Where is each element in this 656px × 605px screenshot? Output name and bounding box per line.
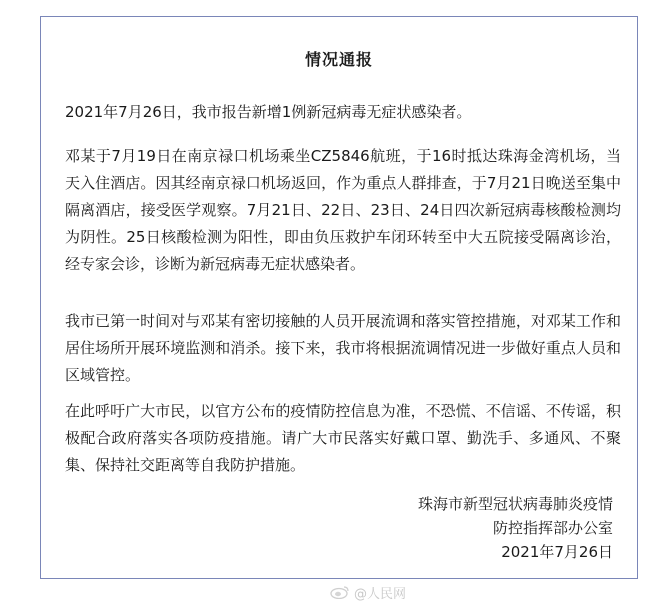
notice-frame	[40, 16, 638, 579]
notice-title: 情况通报	[304, 50, 373, 69]
notice-paragraph-4: 在此呼吁广大市民，以官方公布的疫情防控信息为准，不恐慌、不信谣、不传谣，积极配合政府落实各项防疫措施。请广大市民落实好戴口罩、勤洗手、多通风、不聚集、保持社交距离等自我防护措施。	[65, 402, 621, 474]
signature-org-line1: 珠海市新型冠状病毒肺炎疫情	[417, 495, 613, 513]
signature-date: 2021年7月26日	[501, 543, 613, 561]
notice-paragraph-1: 2021年7月26日，我市报告新增1例新冠病毒无症状感染者。	[65, 103, 472, 121]
watermark-text: @人民网	[354, 586, 407, 602]
watermark	[330, 582, 406, 602]
notice-paragraph-3: 我市已第一时间对与邓某有密切接触的人员开展流调和落实管控措施，对邓某工作和居住场所开展环境监测和消杀。接下来，我市将根据流调情况进一步做好重点人员和区域管控。	[65, 312, 621, 384]
weibo-icon	[330, 585, 350, 599]
notice-signature	[293, 492, 613, 564]
signature-org-line2: 防控指挥部办公室	[492, 519, 613, 537]
notice-paragraph-2: 邓某于7月19日在南京禄口机场乘坐CZ5846航班，于16时抵达珠海金湾机场，当天入住酒店。因其经南京禄口机场返回，作为重点人群排查，于7月21日晚送至集中隔离酒店，接受医学观察。7月21日、22日、23日、24日四次新冠病毒核酸检测均为阴性。25日核酸检测为阳性，即由负压救护车闭环转至中大五院接受隔离诊治，经专家会诊，诊断为新冠病毒无症状感染者。	[65, 147, 621, 273]
